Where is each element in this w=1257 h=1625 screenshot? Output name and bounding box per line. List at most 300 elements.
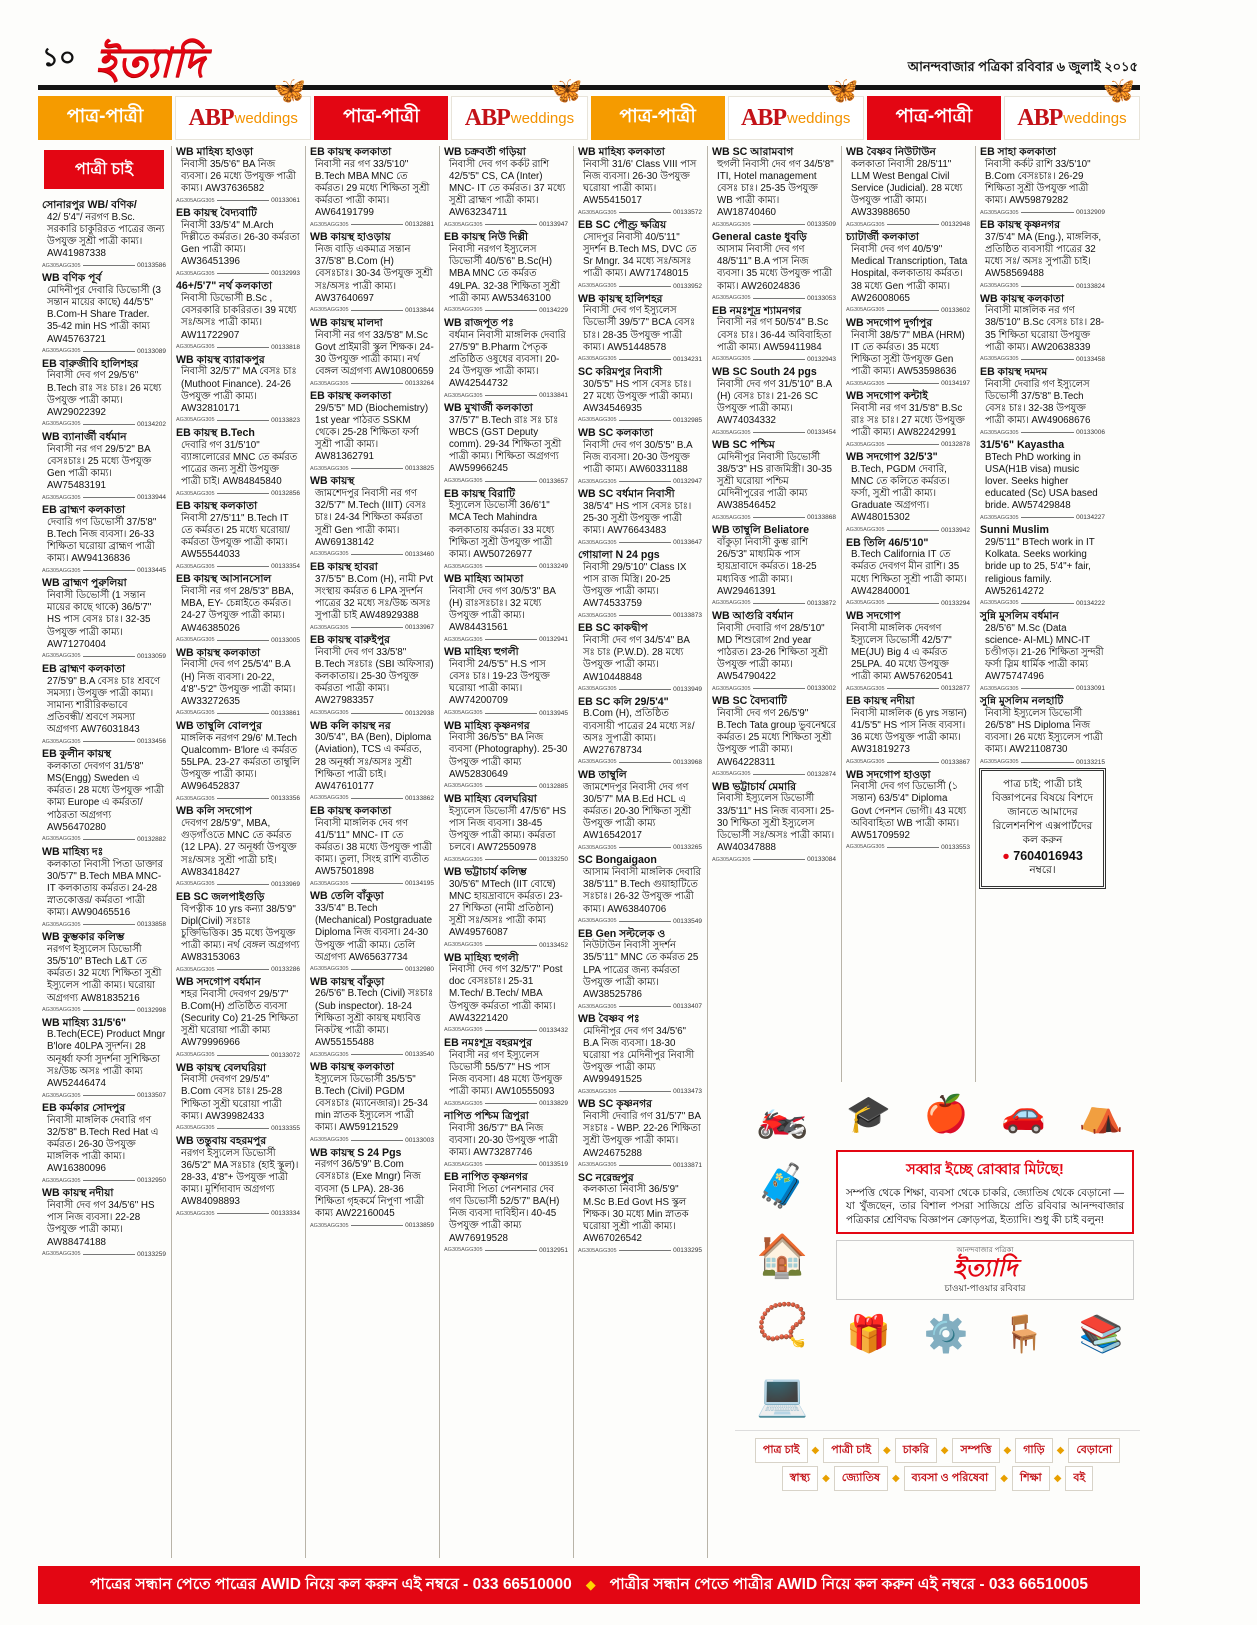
separator-rule <box>1021 359 1075 360</box>
ad-body: নিবাসী ইস্যুলেস ডিভোর্সী 26/5'8" HS Diploma নিজ ব্যবসা। 26 মধ্যে ইস্যুলেস পাত্রী কাম্য। AW21108730 <box>985 707 1103 756</box>
classified-ad <box>310 390 434 472</box>
ad-body: নিবাসী দেব গণ 29/5'6" B.Tech রাঃ সঃ চাঃ। 26 মধ্যে উপযুক্ত পাত্রী কাম্য। AW29022392 <box>47 370 162 418</box>
ad-separator <box>42 1177 166 1184</box>
ad-separator <box>980 429 1105 436</box>
ad-separator <box>712 600 836 607</box>
ad-serial-number: 00133259 <box>137 1250 166 1258</box>
promo-right <box>830 1082 1140 1430</box>
ad-serial-number: 00133871 <box>673 1161 702 1169</box>
ad-title: WB সদগোপ 32/5'3" <box>846 451 938 464</box>
ad-agency-code: AG305AGG305 <box>980 429 1019 436</box>
classified-ad <box>846 695 970 765</box>
abp-logo-text: ABP <box>1017 104 1063 131</box>
separator-rule <box>619 359 672 360</box>
classified-ad <box>712 439 836 521</box>
classified-ad <box>578 928 702 1010</box>
phone-number-text: 7604016943 <box>1013 849 1083 864</box>
ad-serial-number: 00133519 <box>539 1161 568 1169</box>
classified-ad <box>846 317 970 387</box>
ad-body: নিবাসী কর্কট রাশি 33/5'10" B.Com বেসঃচাঃ। 26-29 শিক্ষিতা সুশ্রী উপযুক্ত পাত্রী কাম্য। AW59879282 <box>985 158 1091 207</box>
ad-title: WB কায়স্থ নদীয়া <box>42 1187 114 1200</box>
ad-body: 27/5'9" B.A বেসঃ চাঃ শ্রবণে সমস্যা। উপযুক্ত পাত্রী কাম্য। সামান্য শারীরিকভাবে প্রতিবন্ধী/ শ্রবণে সমস্যা অগ্রগণ্য AW76031843 <box>47 675 160 736</box>
ad-serial-number: 00133968 <box>673 758 702 766</box>
ad-title: EB SC কাকদ্বীপ <box>578 622 648 635</box>
ad-agency-code: AG305AGG305 <box>310 380 349 387</box>
separator-rule <box>217 640 270 641</box>
category-chip: স্বাস্থ্য <box>782 1466 818 1491</box>
separator-rule <box>351 1140 404 1141</box>
ad-body: B.Tech(ECE) Product Mngr B'lore 40LPA সুদর্শন। 28 অনূর্ধ্বা ফর্সা সুদর্শনা সুশিক্ষিতা সঃ/উচ্চ অসঃ পাত্রী কাম্য AW52446474 <box>47 1029 166 1089</box>
ad-title: EB কায়স্থ কলকাতা <box>310 146 392 158</box>
separator-rule <box>1021 688 1075 689</box>
ad-agency-code: AG305AGG305 <box>310 221 349 228</box>
ad-body: নিবাসী মাঙ্গলিক নর গণ 38/5'10" B.Sc বেসঃ চাঃ। 28-35 শিক্ষিতা ঘরোয়া উপযুক্ত পাত্রী কাম্য। AW20638339 <box>985 305 1105 353</box>
ad-title: WB ভট্টাচার্য মেমারি <box>712 780 797 793</box>
ad-separator <box>444 307 568 314</box>
ad-separator <box>42 836 166 843</box>
separator-rule <box>887 688 940 689</box>
butterfly-icon: 🦋 <box>1102 75 1135 105</box>
ad-title: EB কায়স্থ B.Tech <box>176 426 255 439</box>
ad-body: নিবাসী পিতা পেনশনার দেব গণ ডিভোর্সী 52/5'7" BA(H) নিজ ব্যবসা দাবিহীন। 40-45 উপযুক্ত পাত্রী কাম্য AW76919528 <box>449 1184 560 1244</box>
ad-agency-code: AG305AGG305 <box>444 307 483 314</box>
abp-weddings-logo <box>728 75 864 140</box>
classified-ad <box>176 891 300 973</box>
separator-rule <box>887 224 940 225</box>
ad-serial-number: 00133509 <box>807 221 836 229</box>
classified-ad <box>578 1013 702 1095</box>
separator-rule <box>83 924 136 925</box>
ad-agency-code: AG305AGG305 <box>444 478 483 485</box>
classified-ad <box>980 524 1105 606</box>
ad-separator <box>578 612 702 619</box>
hotline-bar <box>38 1566 1140 1604</box>
ad-body: নিবাসী মাঙ্গলিক দেবগণ ইস্যুলেস ডিভোর্সী 42/5'7" ME(JU) Big 4 এ কর্মরত 25LPA. 40 মধ্যে উপযুক্ত পাত্রী কাম্য AW57620541 <box>851 622 953 683</box>
category-chip: চাকরি <box>895 1438 937 1463</box>
classified-ad <box>176 500 300 570</box>
ad-agency-code: AG305AGG305 <box>712 221 751 228</box>
ad-title: WB মাহিষ্য 31/5'6" <box>42 1016 127 1029</box>
ad-agency-code: AG305AGG305 <box>578 478 617 485</box>
classified-ad <box>444 1171 568 1253</box>
category-chip-row-2 <box>735 1466 1140 1491</box>
separator-rule <box>83 1010 136 1011</box>
ad-body: 37/5'5" B.Com (H), নামী Pvt সংস্থায় কর্মরত 6 LPA সুদর্শন পাত্রের 32 মধ্যে সঃ/উচ্চ অসঃ সুপাত্রী চাই AW48929388 <box>315 573 434 622</box>
ad-agency-code: AG305AGG305 <box>578 918 617 925</box>
ad-serial-number: 00133873 <box>673 612 702 620</box>
separator-rule <box>217 493 270 494</box>
ad-separator <box>846 307 970 314</box>
separator-rule <box>887 444 940 445</box>
ad-title: EB SC জলপাইগুড়ি <box>176 890 265 903</box>
ad-title: WB কায়স্থ মালদা <box>310 316 383 329</box>
separator-rule <box>485 310 538 311</box>
ad-agency-code: AG305AGG305 <box>578 1003 617 1010</box>
ad-serial-number: 00133657 <box>539 477 568 485</box>
ad-title: EB তিলি 46/5'10" <box>846 536 929 549</box>
ad-body: নিবাসী 35/5'6" BA নিজ ব্যবসা। 26 মধ্যে উপযুক্ত পাত্রী কাম্য। AW37636582 <box>181 158 296 194</box>
ad-serial-number: 00133473 <box>673 1088 702 1096</box>
separator-rule <box>753 688 806 689</box>
abp-weddings-logo <box>451 75 587 140</box>
ad-agency-code: AG305AGG305 <box>578 612 617 619</box>
separator-rule <box>619 1006 672 1007</box>
ad-serial-number: 00133553 <box>941 843 970 851</box>
ad-title: WB ভট্টাচার্য কলিম্ভ <box>444 866 527 879</box>
ad-body: নিবাসী নর গণ 33/5'8" M.Sc Govt প্রাইমারী স্কুল শিক্ষক। 24-30 উপযুক্ত পাত্রী কাম্য। নর্থ বেঙ্গল অগ্রগণ্য AW10800659 <box>315 329 434 377</box>
ad-separator <box>578 1088 702 1095</box>
ad-separator <box>444 942 568 949</box>
diamond-separator-icon: ◆ <box>891 1473 900 1485</box>
classified-ad <box>712 610 836 692</box>
ad-separator <box>176 563 300 570</box>
ad-serial-number: 00134202 <box>137 420 166 428</box>
ad-title: WB SC কৃষ্ণনগর <box>578 1098 652 1111</box>
ad-serial-number: 00133945 <box>539 709 568 717</box>
ad-serial-number: 00133540 <box>405 1051 434 1059</box>
ad-separator <box>176 1052 300 1059</box>
ad-title: চ্যাটার্জী কলকাতা <box>846 231 919 244</box>
ad-serial-number: 00133647 <box>673 539 702 547</box>
separator-rule <box>1021 432 1075 433</box>
classified-ad <box>444 646 568 716</box>
classified-ad <box>42 931 166 1013</box>
ad-separator <box>310 465 434 472</box>
ad-serial-number: 00133867 <box>941 758 970 766</box>
classified-ad <box>176 1135 300 1217</box>
ad-body: নিবাসী নর গণ 29/5'2" BA বেসঃচাঃ। 25 মধ্যে উপযুক্ত Gen পাত্রী কাম্য। AW75483191 <box>47 443 152 492</box>
ad-separator <box>578 1247 702 1254</box>
ad-title: WB ব্যানার্জী বর্ধমান <box>42 430 127 443</box>
classified-ad <box>846 146 970 228</box>
ad-separator <box>578 844 702 851</box>
ad-agency-code: AG305AGG305 <box>980 600 1019 607</box>
ad-serial-number: 00133862 <box>405 794 434 802</box>
ad-serial-number: 00133460 <box>405 550 434 558</box>
ad-serial-number: 00132980 <box>405 965 434 973</box>
page-number: ১০ <box>42 42 76 72</box>
ad-body: নিজ বাড়ি একমাত্র সন্তান 37/5'8" B.Com (H) বেসঃচাঃ। 30-34 উপযুক্ত সুশ্রী সঃ/অসঃ পাত্রী কাম্য। AW37640697 <box>315 244 433 304</box>
ad-body: নিবাসী দেব গণ 33/5'8" B.Tech সঃচাঃ (SBI অফিসার) কলকাতায়। 25-30 উপযুক্ত কর্মরতা পাত্রী কাম্য। AW27983357 <box>315 646 434 707</box>
ad-title: WB SC South 24 pgs <box>712 365 817 378</box>
ad-serial-number: 00132950 <box>137 1177 166 1185</box>
ad-separator <box>176 710 300 717</box>
ad-separator <box>712 856 836 863</box>
classified-ad <box>444 488 568 570</box>
ad-agency-code: AG305AGG305 <box>310 1137 349 1144</box>
ad-agency-code: AG305AGG305 <box>846 307 885 314</box>
ad-agency-code: AG305AGG305 <box>712 600 751 607</box>
classified-ad <box>310 634 434 716</box>
ad-agency-code: AG305AGG305 <box>578 759 617 766</box>
separator-rule <box>351 554 404 555</box>
ad-serial-number: 00133967 <box>405 624 434 632</box>
separator-rule <box>217 420 270 421</box>
ad-serial-number: 00132938 <box>405 709 434 717</box>
ad-serial-number: 00133872 <box>807 599 836 607</box>
separator-rule <box>83 741 136 742</box>
ad-body: নিবাসী 32/5'7" MA বেসঃ চাঃ (Muthoot Finance). 24-26 উপযুক্ত পাত্রী কাম্য। AW32810171 <box>181 366 297 414</box>
column-3 <box>306 146 440 1558</box>
ad-title: EB নাপিত কৃষ্ণনগর <box>444 1171 528 1184</box>
ad-agency-code: AG305AGG305 <box>578 283 617 290</box>
separator-rule <box>485 1250 538 1251</box>
ad-serial-number: 00132881 <box>405 221 434 229</box>
ad-serial-number: 00133334 <box>271 1210 300 1218</box>
motorcycle-icon: 🏍️ <box>756 1092 809 1140</box>
ad-agency-code: AG305AGG305 <box>444 783 483 790</box>
ad-separator <box>42 567 166 574</box>
separator-rule <box>351 468 404 469</box>
separator-rule <box>619 481 672 482</box>
ad-title: EB কায়স্থ আসানসোল <box>176 573 272 586</box>
ad-separator <box>42 738 166 745</box>
ad-agency-code: AG305AGG305 <box>578 356 617 363</box>
brand-band <box>38 75 1140 140</box>
ad-separator <box>712 429 836 436</box>
classified-ad <box>980 146 1105 216</box>
classified-ad <box>176 354 300 424</box>
ad-title: 46+/5'7" নর্থ কলকাতা <box>176 280 273 293</box>
ad-title: WB কায়স্থ ব্যারাকপুর <box>176 353 265 366</box>
graduation-cap-icon: 🎓 <box>846 1093 892 1134</box>
ad-separator <box>444 783 568 790</box>
ad-body: বর্ধমান নিবাসী মাঙ্গলিক দেবারি 27/5'9" B.Pharm পৈতৃক প্রতিষ্ঠিত ওষুধের ব্যবসা। 20-24 উপযুক্ত পাত্রী কাম্য। AW42544732 <box>449 329 566 390</box>
ad-body: নিবাসী দেবারি গণ ইস্যুলেস ডিভোর্সী 37/5'8" B.Tech বেসঃ চাঃ। 32-38 উপযুক্ত পাত্রী কাম্য। AW49068676 <box>985 378 1091 426</box>
separator-rule <box>619 1250 672 1251</box>
ad-agency-code: AG305AGG305 <box>42 262 81 269</box>
abp-weddings-text: weddings <box>510 109 575 127</box>
ad-serial-number: 00134197 <box>941 380 970 388</box>
ad-title: WB কায়স্থ হাওড়ায় <box>310 231 391 244</box>
column-1 <box>38 146 172 1558</box>
ad-serial-number: 00133586 <box>137 262 166 270</box>
classified-ad <box>578 769 702 851</box>
ad-serial-number: 00132998 <box>137 1006 166 1014</box>
ad-separator <box>176 1125 300 1132</box>
separator-rule <box>83 424 136 425</box>
ad-agency-code: AG305AGG305 <box>42 567 81 574</box>
ad-serial-number: 00133084 <box>807 856 836 864</box>
ad-body: নিবাসী ডিভোর্সী (1 সন্তান মায়ের কাছে থাকে) 36/5'7" HS পাস বেসঃ চাঃ। 32-35 উপযুক্ত পাত্রী কাম্য। AW71270404 <box>47 590 152 650</box>
ad-separator <box>42 348 166 355</box>
ad-separator <box>444 1100 568 1107</box>
ad-separator <box>980 759 1105 766</box>
separator-rule <box>485 1103 538 1104</box>
classified-ad <box>310 146 434 228</box>
separator-rule <box>485 1030 538 1031</box>
separator-rule <box>1021 212 1075 213</box>
classified-ad <box>578 427 702 485</box>
ad-separator <box>846 600 970 607</box>
ad-agency-code: AG305AGG305 <box>578 1247 617 1254</box>
ad-body: নিবাসী দেবগণ 29/5'4" B.Com বেসঃ চাঃ। 25-28 শিক্ষিতা সুশ্রী ঘরোয়া পাত্রী কাম্য। AW39982433 <box>181 1074 283 1122</box>
ad-body: নিবাসী দেব গণ 32/5'7" Post doc বেসঃচাঃ। 25-31 M.Tech/ B.Tech/ MBA উপযুক্ত কর্মরতা পাত্রী কাম্য। AW43221420 <box>449 964 563 1024</box>
ad-title: WB চক্রবর্তী গড়িয়া <box>444 146 526 158</box>
ad-separator <box>444 636 568 643</box>
ad-title: EB কায়স্থ বিরাটি <box>444 487 515 500</box>
ad-body: নিবাসী দেব গণ 31/5'10" B.A (H) বেসঃ চাঃ। 21-26 SC উপযুক্ত পাত্রী কাম্য। AW74034332 <box>717 378 832 426</box>
ad-separator <box>42 1092 166 1099</box>
ad-body: 38/5'4" HS পাস বেসঃ চাঃ। 25-30 সুশ্রী উপযুক্ত পাত্রী কাম্য। AW76643483 <box>583 500 692 537</box>
ad-separator <box>310 380 434 387</box>
separator-rule <box>351 713 404 714</box>
ad-body: 26/5'6" B.Tech (Civil) সঃচাঃ (Sub inspector). 18-24 শিক্ষিতা সুশ্রী কায়স্থ মধ্যবিত্ত নিকটস্থ পাত্রী কাম্য। AW55155488 <box>315 988 434 1049</box>
separator-rule <box>351 969 404 970</box>
ad-agency-code: AG305AGG305 <box>176 490 215 497</box>
ad-title: WB কায়স্থ হালিশহর <box>578 292 663 305</box>
ad-title: WB মাহিষ্য হুগলী <box>444 951 519 964</box>
ad-serial-number: 00133407 <box>673 1003 702 1011</box>
separator-rule <box>485 786 538 787</box>
ad-body: নিবাসী দেব গণ 40/5'9" Medical Transcription, Tata Hospital, কলকাতায় কর্মরত। 38 মধ্যে Gen পাত্রী কাম্য। AW26008065 <box>851 244 968 304</box>
ad-serial-number: 00134227 <box>1076 514 1105 522</box>
ad-separator <box>310 710 434 717</box>
classified-ad <box>444 952 568 1034</box>
prayer-beads-icon: 📿 <box>756 1301 809 1349</box>
ad-title: WB তেলি বাঁকুড়া <box>310 890 384 903</box>
expert-phone-number <box>987 849 1098 863</box>
separator-rule <box>753 517 806 518</box>
ad-separator <box>578 283 702 290</box>
ad-separator <box>310 307 434 314</box>
ad-separator <box>42 653 166 660</box>
separator-rule <box>351 1225 404 1226</box>
ad-separator <box>176 637 300 644</box>
ad-title: EB ব্রাহ্মণ কলকাতা <box>42 504 126 517</box>
classified-ad <box>176 1062 300 1132</box>
ad-body: নিবাসী ইস্যুলেস ডিভোর্সী 33/5'11" HS নিজ ব্যবসা। 25-30 শিক্ষিতা সুশ্রী ইস্যুলেস ডিভোর্সী সঃ/অসঃ পাত্রী কাম্য। AW40347888 <box>717 793 835 853</box>
separator-rule <box>887 847 940 848</box>
ad-body: মাঙ্গলিক নরগণ 29/6' M.Tech Qualcomm- B'lore এ কর্মরত 55LPA. 23-27 কর্মরতা তাম্বুলি উপযুক্ত পাত্রী কাম্য। AW96452837 <box>181 732 300 793</box>
column-4 <box>440 146 574 1558</box>
ad-serial-number: 00133452 <box>539 941 568 949</box>
category-chip: ব্যবসা ও পরিষেবা <box>904 1466 997 1491</box>
classified-ad <box>578 366 702 424</box>
ad-body: বিপত্নীক 10 yrs কন্যা 38/5'9" Dipl(Civil) সঃচাঃ চুক্তিভিত্তিক। 35 মধ্যে উপযুক্ত পাত্রী কাম্য। নর্থ বেঙ্গল অগ্রগণ্য AW83153063 <box>181 903 300 964</box>
section-header-patri-chai: পাত্রী চাই <box>44 150 164 189</box>
ad-separator <box>444 563 568 570</box>
ad-title: WB তাম্বুলি Beliatore <box>712 524 810 537</box>
ad-serial-number: 00133456 <box>137 738 166 746</box>
classified-ad <box>444 573 568 643</box>
ad-agency-code: AG305AGG305 <box>846 441 885 448</box>
separator-rule <box>485 566 538 567</box>
ad-separator <box>578 417 702 424</box>
classified-ad <box>712 695 836 777</box>
ad-separator <box>980 514 1105 521</box>
abp-logo-text: ABP <box>740 104 786 131</box>
separator-rule <box>351 1054 404 1055</box>
classified-ad <box>578 488 702 546</box>
ad-serial-number: 00133507 <box>137 1092 166 1100</box>
ad-body: 37/5'4" MA (Eng.), মাঙ্গলিক, প্রতিষ্ঠিত ব্যবসায়ী পাত্রের 32 মধ্যে সঃ/ অসঃ সুপাত্রী চাই। AW58569488 <box>985 231 1102 280</box>
separator-rule <box>217 884 270 885</box>
column-5 <box>574 146 708 1558</box>
ad-body: নিবাসী দেব গণ ডিভোর্সী (১ সন্তান) 63/5'4" Diploma Govt পেনশন ভোগী। 43 মধ্যে অবিবাহিতা WB পাত্রী কাম্য। AW51709592 <box>851 781 967 841</box>
classified-ad <box>444 866 568 948</box>
bullet-icon: ● <box>1002 849 1014 864</box>
ad-title: WB তাম্বুলি <box>578 768 627 781</box>
ad-serial-number: 00133072 <box>271 1051 300 1059</box>
ad-serial-number: 00132878 <box>941 441 970 449</box>
ad-serial-number: 00133861 <box>271 709 300 717</box>
ad-body: নিবাসী নর গণ ইস্যুলেস ডিভোর্সী 55/5'7" HS পাস নিজ ব্যবসা। 48 মধ্যে উপযুক্ত পাত্রী কাম্য। AW10555093 <box>449 1049 562 1098</box>
ad-body: 37/5'7" B.Tech রাঃ সঃ চাঃ WBCS (GST Deputy comm). 29-34 শিক্ষিতা সুশ্রী পাত্রী কাম্য। শিক্ষিতা অগ্রগণ্য AW59966245 <box>449 414 562 475</box>
ad-agency-code: AG305AGG305 <box>42 421 81 428</box>
ad-serial-number: 00132948 <box>941 221 970 229</box>
ad-separator <box>310 1051 434 1058</box>
patra-patri-banner: পাত্র-পাত্রী <box>38 96 172 140</box>
separator-rule <box>619 847 672 848</box>
ad-title: নাপিত পশ্চিম ত্রিপুরা <box>444 1110 529 1123</box>
ad-agency-code: AG305AGG305 <box>42 1007 81 1014</box>
classified-ad <box>310 475 434 557</box>
classified-ad <box>846 451 970 533</box>
ad-title: EB নমঃশূদ্র বহরমপুর <box>444 1036 532 1049</box>
classified-ad <box>712 524 836 606</box>
ad-separator <box>444 221 568 228</box>
ad-agency-code: AG305AGG305 <box>578 844 617 851</box>
ad-agency-code: AG305AGG305 <box>176 344 215 351</box>
ad-body: 30/5'4'', BA (Ben), Diploma (Aviation), TCS এ কর্মরত, 28 অনূর্ধ্বা সঃ/অসঃ সুশ্রী শিক্ষিতা পাত্রী চাই। AW47610177 <box>315 732 432 792</box>
classified-ad <box>42 1017 166 1099</box>
ad-serial-number: 00133294 <box>941 599 970 607</box>
diamond-separator-icon: ◆ <box>1053 1473 1062 1485</box>
classified-ad <box>176 720 300 802</box>
separator-rule <box>351 310 404 311</box>
ad-serial-number: 00134229 <box>539 306 568 314</box>
separator-rule <box>351 224 404 225</box>
ad-serial-number: 00133829 <box>539 1100 568 1108</box>
separator-rule <box>887 762 940 763</box>
classified-ad <box>846 231 970 313</box>
ad-title: WB সদগোপ হাওড়া <box>846 768 931 781</box>
ad-serial-number: 00133356 <box>271 795 300 803</box>
ad-body: আসাম নিবাসী মাঙ্গলিক দেবারি 38/5'11" B.Tech গুয়াহাটিতে সঃচাঃ। 26-32 উপযুক্ত পাত্রী কাম্য। AW63840706 <box>583 867 701 915</box>
ad-serial-number: 00132947 <box>673 478 702 486</box>
separator-rule <box>485 395 538 396</box>
classified-ad <box>578 696 702 766</box>
ad-body: নিবাসী ডিভোর্সী B.Sc , বেসরকারি চাকরিরত। 39 মধ্যে সঃ/অসঃ পাত্রী কাম্য। AW11722907 <box>181 293 297 341</box>
separator-rule <box>217 1213 270 1214</box>
ad-title: EB কায়স্থ কলকাতা <box>310 390 392 403</box>
ad-agency-code: AG305AGG305 <box>980 514 1019 521</box>
classified-ad <box>712 146 836 228</box>
ad-serial-number: 00133818 <box>271 343 300 351</box>
ad-title: EB কায়স্থ কলকাতা <box>310 804 392 817</box>
ad-agency-code: AG305AGG305 <box>310 1222 349 1229</box>
ad-title: EB সাহা কলকাতা <box>980 146 1057 158</box>
ad-body: নরগণ ইস্যুলেস ডিভোর্সী 35/5'10" BTech L&T তে কর্মরত। 32 মধ্যে শিক্ষিতা সুশ্রী ইস্যুলেস পাত্রী কাম্য। ঘরোয়া অগ্রগণ্য AW81835216 <box>47 943 162 1004</box>
classified-ad <box>42 358 166 428</box>
ad-serial-number: 00133061 <box>271 197 300 205</box>
separator-rule <box>83 839 136 840</box>
ad-serial-number: 00133249 <box>539 563 568 571</box>
ad-body: শহর নিবাসী দেবগণ 29/5'7" B.Com(H) প্রতিষ্ঠিত ব্যবসা (Security Co) 21-25 শিক্ষিতা সুশ্রী ঘরোয়া পাত্রী কাম্য AW79996966 <box>181 988 299 1049</box>
ad-body: নিবাসী দেব গণ 30/5'5" B.A নিজ ব্যবসা। 20-30 উপযুক্ত পাত্রী কাম্য। AW60331188 <box>583 439 693 475</box>
ad-title: EB কুলীন কায়স্থ <box>42 748 111 761</box>
ad-title: WB কুম্ভকার কলিম্ভ <box>42 931 125 944</box>
separator-rule <box>217 969 270 970</box>
ad-title: EB কায়স্থ নদীয়া <box>846 695 915 708</box>
ad-separator <box>980 685 1105 692</box>
classified-ad <box>176 146 300 204</box>
ad-body: নিবাসী 31/6' Class VIII পাস নিজ ব্যবসা। 26-30 উপযুক্ত ঘরোয়া পাত্রী কাম্য। AW55415017 <box>583 158 697 207</box>
ad-separator <box>712 356 836 363</box>
abp-weddings-logo <box>175 75 311 140</box>
category-chip-row-1 <box>735 1438 1140 1463</box>
